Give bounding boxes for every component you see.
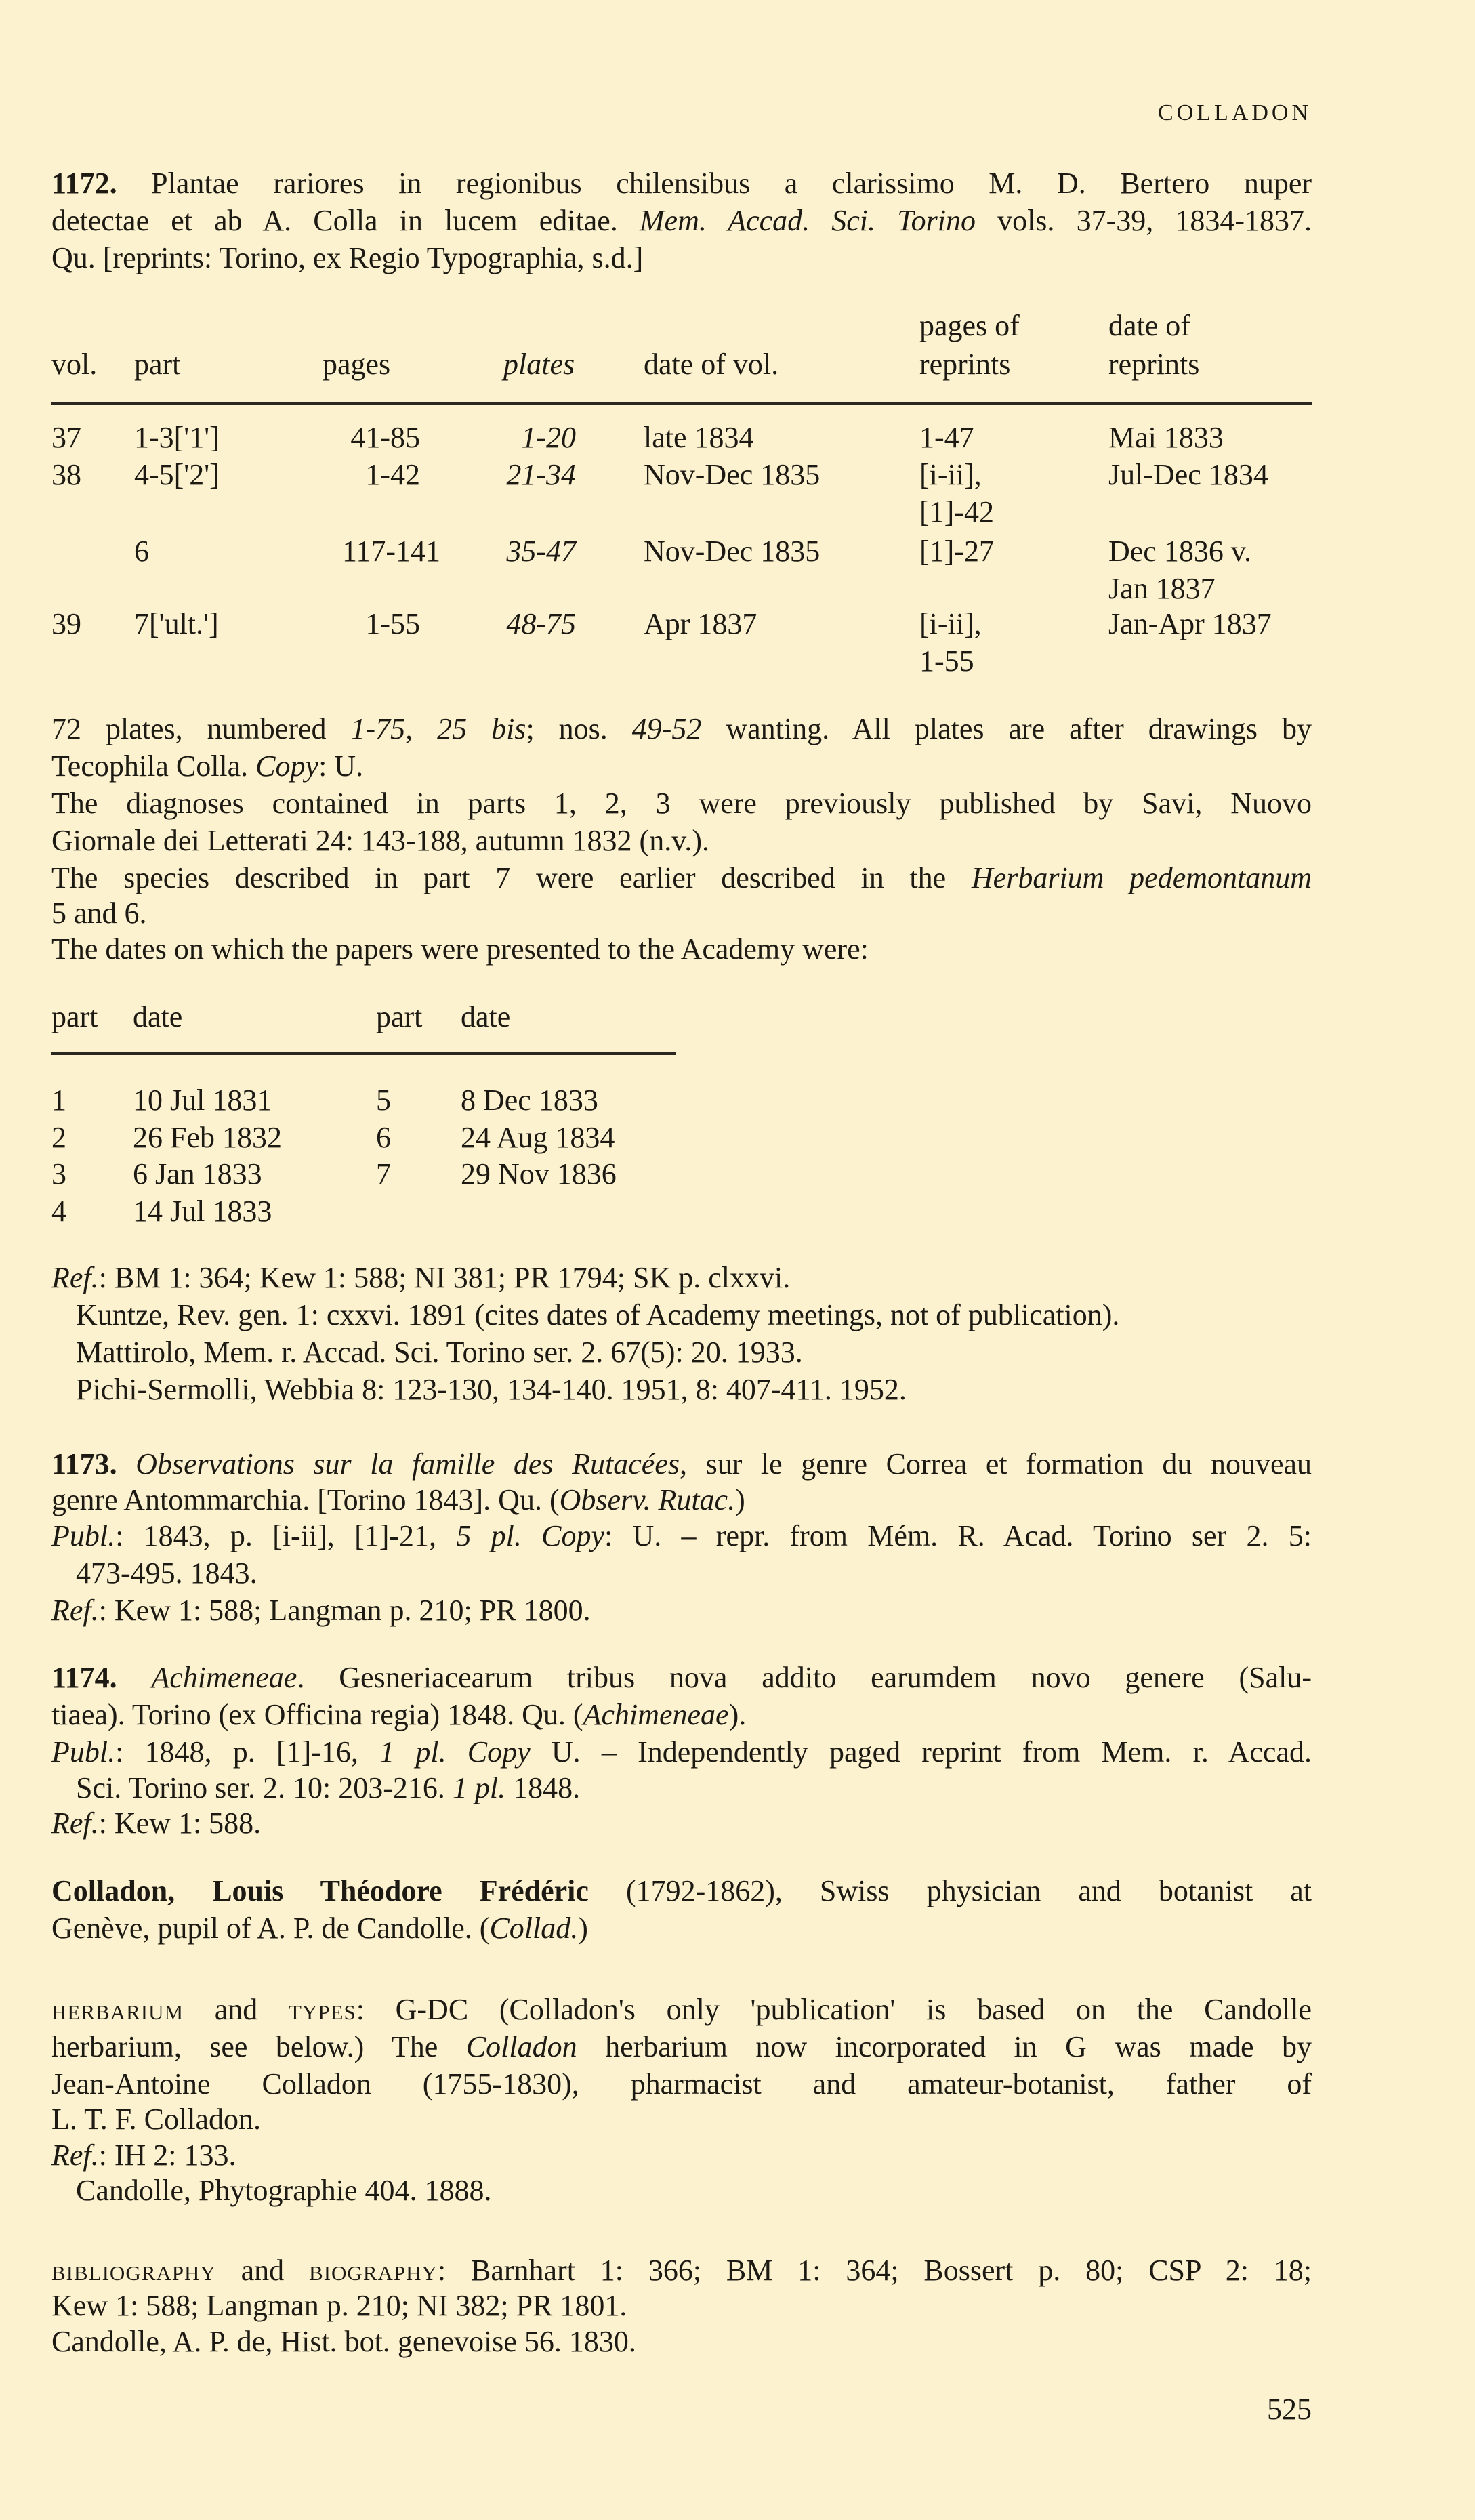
herbarium-line-1: herbarium and types: G-DC (Colladon's only 'publication' is based on the Candolle (51, 1993, 1312, 2026)
entry-1174-line-1: 1174. Achimeneae. Gesneriacearum tribus nova addito earumdem novo genere (Salu- (51, 1661, 1312, 1694)
herbarium-ref-cont: Candolle, Phytographie 404. 1888. (76, 2174, 492, 2207)
entry-1172-line-3: Qu. [reprints: Torino, ex Regio Typographia, s.d.] (51, 241, 644, 274)
entry-number: 1172. (51, 167, 117, 200)
notes-line-3: The diagnoses contained in parts 1, 2, 3 were previously published by Savi, Nuovo (51, 787, 1312, 820)
bibliography-line-3: Candolle, A. P. de, Hist. bot. genevoise 56. 1830. (51, 2325, 636, 2358)
author-name: Colladon, Louis Théodore Frédéric (51, 1874, 589, 1907)
entry-1173-line-1: 1173. Observations sur la famille des Rutacées, sur le genre Correa et formation du nouveau (51, 1447, 1312, 1481)
entry-1174-line-2: tiaea). Torino (ex Officina regia) 1848. Qu. (Achimeneae). (51, 1698, 747, 1731)
entry-1173-publ-cont: 473-495. 1843. (76, 1556, 257, 1590)
th-plates: plates (503, 348, 575, 381)
ref-line: Kuntze, Rev. gen. 1: cxxvi. 1891 (cites dates of Academy meetings, not of publication). (76, 1298, 1120, 1331)
herbarium-line-2: herbarium, see below.) The Colladon herbarium now incorporated in G was made by (51, 2030, 1312, 2063)
page-number: 525 (1267, 2393, 1312, 2426)
table-rule (51, 402, 1312, 405)
herbarium-line-3: Jean-Antoine Colladon (1755-1830), pharmacist and amateur-botanist, father of (51, 2067, 1312, 2101)
ref-line: Ref.: BM 1: 364; Kew 1: 588; NI 381; PR 1794; SK p. clxxvi. (51, 1261, 791, 1294)
table-cell: 26 Feb 1832 (133, 1121, 282, 1154)
bibliography-line-1: bibliography and biography: Barnhart 1: 366; BM 1: 364; Bossert p. 80; CSP 2: 18; (51, 2254, 1312, 2287)
th-date: date (461, 1000, 511, 1033)
entry-1173-ref: Ref.: Kew 1: 588; Langman p. 210; PR 1800. (51, 1594, 591, 1627)
table-cell: 14 Jul 1833 (133, 1195, 272, 1228)
entry-1172-line-1: 1172. Plantae rariores in regionibus chilensibus a clarissimo M. D. Bertero nuper (51, 167, 1312, 200)
table-cell: 1 (51, 1083, 66, 1117)
notes-line-5: The species described in part 7 were earlier described in the Herbarium pedemontanum (51, 861, 1312, 894)
entry-1172-line-2: detectae et ab A. Colla in lucem editae. Mem. Accad. Sci. Torino vols. 37-39, 1834-1837. (51, 204, 1312, 237)
ref-line: Mattirolo, Mem. r. Accad. Sci. Torino ser. 2. 67(5): 20. 1933. (76, 1336, 803, 1369)
author-heading: Colladon, Louis Théodore Frédéric (1792-1862), Swiss physician and botanist at (51, 1874, 1312, 1907)
th-part: part (376, 1000, 423, 1033)
entry-1174-ref: Ref.: Kew 1: 588. (51, 1806, 262, 1840)
entry-number: 1173. (51, 1447, 117, 1481)
table-cell: 3 (51, 1157, 66, 1191)
table-cell: 5 (376, 1083, 391, 1117)
entry-1174-publ-cont: Sci. Torino ser. 2. 10: 203-216. 1 pl. 1848. (76, 1771, 581, 1804)
entry-1174-publ: Publ.: 1848, p. [1]-16, 1 pl. Copy U. – Independently paged reprint from Mem. r. Accad. (51, 1735, 1312, 1769)
table-cell: 24 Aug 1834 (461, 1121, 615, 1154)
table-cell: 29 Nov 1836 (461, 1157, 617, 1191)
journal-title: Mem. Accad. Sci. Torino (639, 204, 976, 237)
table-rule (51, 1052, 676, 1055)
notes-line-2: Tecophila Colla. Copy: U. (51, 749, 364, 783)
th-vol: vol. (51, 348, 98, 381)
th-date-of-vol: date of vol. (644, 348, 779, 381)
th-reprints-date: reprints (1108, 348, 1200, 381)
notes-line-4: Giornale dei Letterati 24: 143-188, autumn 1832 (n.v.). (51, 824, 710, 857)
th-reprints-pages: reprints (919, 348, 1011, 381)
herbarium-ref: Ref.: IH 2: 133. (51, 2139, 236, 2172)
th-date: date (133, 1000, 183, 1033)
document-page: COLLADON 1172. Plantae rariores in regionibus chilensibus a clarissimo M. D. Bertero nuper detectae et ab A. Colla in lucem editae. Mem. Accad. Sci. Torino vols. 37-39, 1834-1837. Qu. [reprints: Torino, ex Regio Typographia, s.d.] pages of date of vol. part pages plates date of vol. reprints reprints 37 1-3['1'] 41-85 1-20 late 1834 1-47 Mai 1833 38 4-5['2'] 1-42 21-34 Nov-Dec 1835 [i-ii], [1]-42 Jul-Dec 1834 6 117-141 35-47 Nov-Dec 1835 [1]-27 Dec 1836 v. Jan 1837 39 7['ult.'] 1-55 48-75 Apr 1837 [i-ii], 1-55 Jan-Apr 1837 72 plates, numbered 1-75, 25 bis; nos. 49-52 wanting. All plates are after drawings by Tecophila Colla. Copy: U. The diagnoses contained in parts 1, 2, 3 were previously published by Savi, Nuovo Giornale dei Letterati 24: 143-188, autumn 1832 (n.v.). The species described in part 7 were earlier described in the Herbarium pedemontanum 5 and 6. The dates on which the papers were presented to the Academy were: part date part date 1 10 Jul 1831 2 26 Feb 1832 3 6 Jan 1833 4 14 Jul 1833 5 8 Dec 1833 6 24 Aug 1834 7 29 Nov 1836 Ref.: BM 1: 364; Kew 1: 588; NI 381; PR 1794; SK p. clxxvi. Kuntze, Rev. gen. 1: cxxvi. 1891 (cites dates of Academy meetings, not of publication). Mattirolo, Mem. r. Accad. Sci. Torino ser. 2. 67(5): 20. 1933. Pichi-Sermolli, Webbia 8: 123-130, 134-140. 1951, 8: 407-411. 1952. 1173. Observations sur la famille des Rutacées, sur le genre Correa et formation du nouveau genre Antommarchia. [Torino 1843]. Qu. (Observ. Rutac.) Publ.: 1843, p. [i-ii], [1]-21, 5 pl. Copy: U. – repr. from Mém. R. Acad. Torino ser 2. 5: 473-495. 1843. Ref.: Kew 1: 588; Langman p. 210; PR 1800. 1174. Achimeneae. Gesneriacearum tribus nova addito earumdem novo genere (Salu- tiaea). Torino (ex Officina regia) 1848. Qu. (Achimeneae). Publ.: 1848, p. [1]-16, 1 pl. Copy U. – Independently paged reprint from Mem. r. Accad. Sci. Torino ser. 2. 10: 203-216. 1 pl. 1848. Ref.: Kew 1: 588. Colladon, Louis Théodore Frédéric (1792-1862), Swiss physician and botanist at Genève, pupil of A. P. de Candolle. (Collad.) herbarium and types: G-DC (Colladon's only 'publication' is based on the Candolle herbarium, see below.) The Colladon herbarium now incorporated in G was made by Jean-Antoine Colladon (1755-1830), pharmacist and amateur-botanist, father of L. T. F. Colladon. Ref.: IH 2: 133. Candolle, Phytographie 404. 1888. bibliography and biography: Barnhart 1: 366; BM 1: 364; Bossert p. 80; CSP 2: 18; Kew 1: 588; Langman p. 210; NI 382; PR 1801. Candolle, A. P. de, Hist. bot. genevoise 56. 1830. 525 (51, 100, 1312, 2426)
entry-1173-line-2: genre Antommarchia. [Torino 1843]. Qu. (Observ. Rutac.) (51, 1483, 745, 1516)
th-date-of: date of (1108, 309, 1190, 342)
table-cell: 8 Dec 1833 (461, 1083, 598, 1117)
th-pages-of: pages of (919, 309, 1020, 342)
entry-number: 1174. (51, 1661, 117, 1694)
table-cell: 2 (51, 1121, 66, 1154)
notes-line-6: 5 and 6. (51, 896, 147, 930)
table-cell: 7 (376, 1157, 391, 1191)
running-head: COLLADON (1158, 100, 1312, 125)
author-line-2: Genève, pupil of A. P. de Candolle. (Collad.) (51, 1912, 588, 1945)
table-cell: 6 (376, 1121, 391, 1154)
th-part: part (134, 348, 181, 381)
notes-line-1: 72 plates, numbered 1-75, 25 bis; nos. 49-52 wanting. All plates are after drawings by (51, 712, 1312, 745)
th-part: part (51, 1000, 98, 1033)
notes-line-7: The dates on which the papers were presented to the Academy were: (51, 932, 869, 966)
table-cell: 10 Jul 1831 (133, 1083, 272, 1117)
entry-1173-publ: Publ.: 1843, p. [i-ii], [1]-21, 5 pl. Copy: U. – repr. from Mém. R. Acad. Torino ser 2. 5: (51, 1519, 1312, 1552)
bibliography-line-2: Kew 1: 588; Langman p. 210; NI 382; PR 1801. (51, 2289, 627, 2322)
herbarium-line-4: L. T. F. Colladon. (51, 2103, 261, 2136)
table-cell: 4 (51, 1195, 66, 1228)
th-pages: pages (323, 348, 391, 381)
table-cell: 6 Jan 1833 (133, 1157, 262, 1191)
ref-line: Pichi-Sermolli, Webbia 8: 123-130, 134-140. 1951, 8: 407-411. 1952. (76, 1373, 907, 1406)
